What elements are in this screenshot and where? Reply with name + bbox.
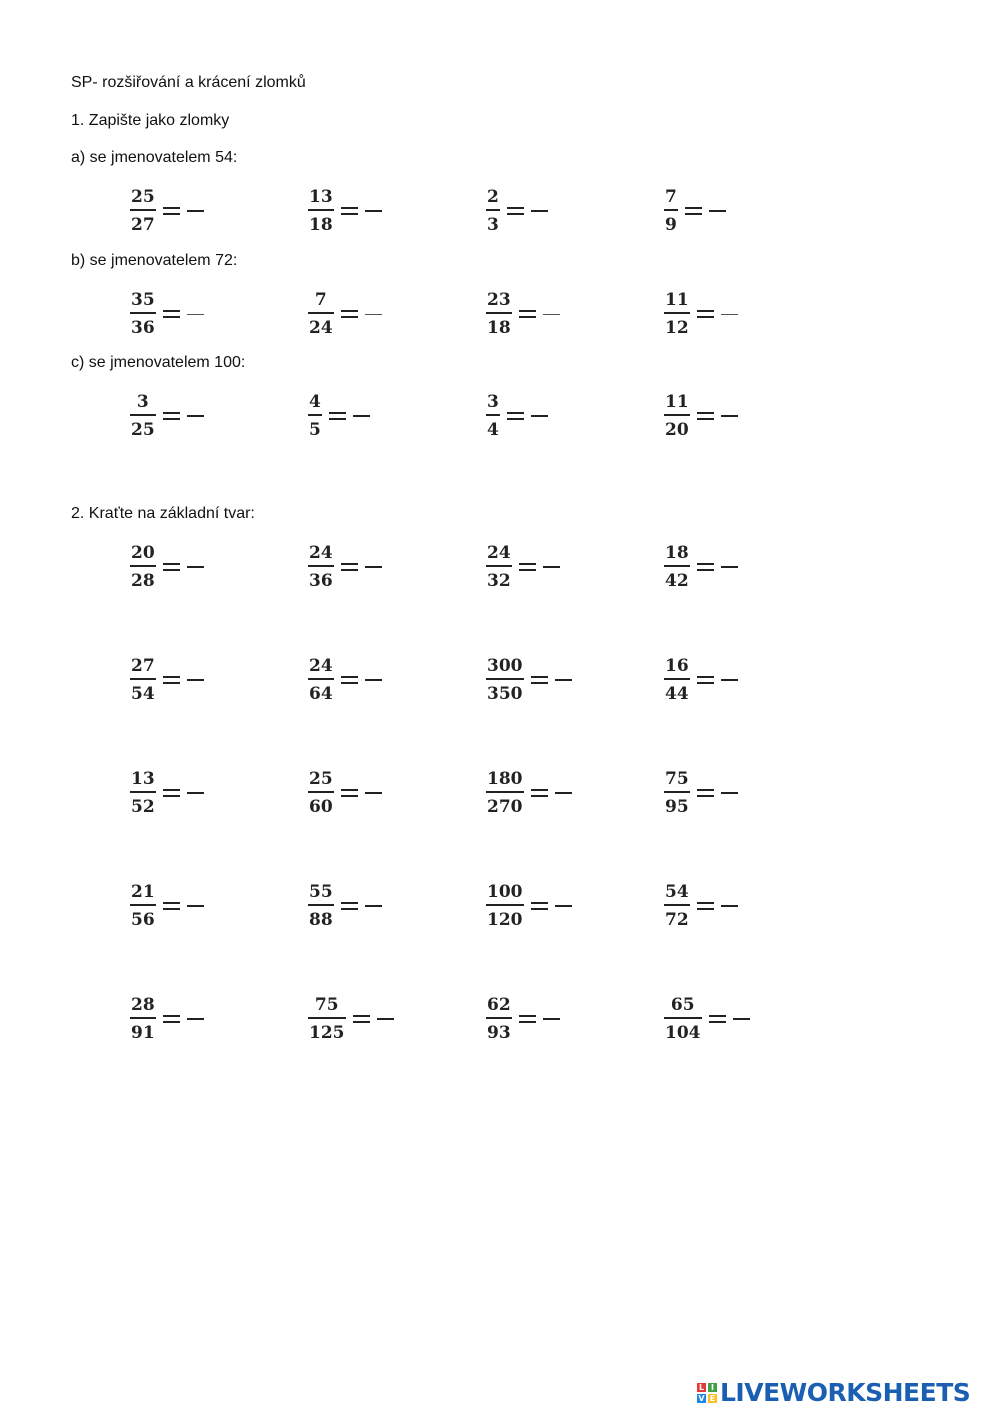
logo-mark-letter: V — [698, 1393, 705, 1403]
numerator: 100 — [487, 882, 523, 902]
numerator: 2 — [487, 187, 499, 207]
answer-blank[interactable] — [187, 1018, 204, 1020]
numerator: 7 — [665, 187, 677, 207]
fraction-exercise — [308, 882, 382, 930]
numerator: 16 — [665, 656, 689, 676]
equals-sign — [163, 206, 180, 216]
equals-sign — [341, 675, 358, 685]
logo-mark-letter: L — [698, 1382, 705, 1392]
numerator: 24 — [309, 543, 333, 563]
fraction — [130, 290, 156, 338]
fraction-exercise — [664, 656, 738, 704]
fraction — [130, 543, 156, 591]
numerator: 4 — [309, 392, 321, 412]
equals-sign — [519, 562, 536, 572]
equals-sign — [697, 788, 714, 798]
answer-blank[interactable] — [721, 415, 738, 417]
answer-blank[interactable] — [721, 566, 738, 568]
fraction-bar — [308, 904, 334, 906]
fraction-exercise — [664, 882, 738, 930]
numerator: 13 — [131, 769, 155, 789]
equals-sign — [531, 788, 548, 798]
fraction-exercise — [130, 543, 204, 591]
task1b-label: b) se jmenovatelem 72: — [71, 252, 238, 269]
fraction-exercise — [308, 290, 382, 338]
equals-sign — [163, 901, 180, 911]
answer-blank[interactable] — [365, 905, 382, 907]
answer-blank[interactable] — [377, 1018, 394, 1020]
fraction-exercise — [486, 995, 560, 1043]
denominator: 52 — [131, 797, 155, 817]
denominator: 54 — [131, 684, 155, 704]
fraction-bar — [308, 414, 322, 416]
answer-blank[interactable] — [187, 905, 204, 907]
numerator: 55 — [309, 882, 333, 902]
logo-mark-letter: I — [708, 1383, 717, 1392]
fraction-exercise — [308, 543, 382, 591]
fraction — [664, 656, 690, 704]
denominator: 28 — [131, 571, 155, 591]
fraction-bar — [486, 791, 524, 793]
fraction-bar — [486, 1017, 512, 1019]
task1c-label: c) se jmenovatelem 100: — [71, 354, 246, 371]
fraction-bar — [308, 791, 334, 793]
task2-heading: 2. Kraťte na základní tvar: — [71, 505, 255, 522]
answer-blank[interactable] — [187, 679, 204, 681]
fraction — [664, 290, 690, 338]
denominator: 93 — [487, 1023, 511, 1043]
answer-blank[interactable] — [187, 314, 204, 315]
equals-sign — [697, 901, 714, 911]
fraction-bar — [130, 904, 156, 906]
fraction — [486, 769, 524, 817]
equals-sign — [163, 1014, 180, 1024]
fraction-bar — [130, 209, 156, 211]
answer-blank[interactable] — [365, 792, 382, 794]
fraction — [130, 769, 156, 817]
fraction-bar — [486, 414, 500, 416]
numerator: 180 — [487, 769, 523, 789]
fraction — [664, 187, 678, 235]
fraction-exercise — [130, 995, 204, 1043]
fraction-bar — [664, 209, 678, 211]
fraction-exercise — [664, 769, 738, 817]
answer-blank[interactable] — [365, 314, 382, 315]
fraction-exercise — [664, 290, 738, 338]
fraction-exercise — [486, 769, 572, 817]
logo-text: LIVEWORKSHEETS — [720, 1378, 971, 1407]
equals-sign — [163, 788, 180, 798]
fraction-bar — [664, 565, 690, 567]
answer-blank[interactable] — [543, 314, 560, 315]
answer-blank[interactable] — [721, 314, 738, 315]
fraction — [486, 882, 524, 930]
numerator: 20 — [131, 543, 155, 563]
fraction-exercise — [486, 187, 548, 235]
fraction — [486, 543, 512, 591]
fraction — [308, 392, 322, 440]
fraction-bar — [486, 565, 512, 567]
answer-blank[interactable] — [543, 566, 560, 568]
denominator: 18 — [309, 215, 333, 235]
fraction-exercise — [664, 543, 738, 591]
fraction-exercise — [664, 187, 726, 235]
equals-sign — [341, 309, 358, 319]
answer-blank[interactable] — [187, 792, 204, 794]
denominator: 36 — [309, 571, 333, 591]
denominator: 350 — [487, 684, 523, 704]
equals-sign — [163, 309, 180, 319]
numerator: 24 — [487, 543, 511, 563]
denominator: 24 — [309, 318, 333, 338]
numerator: 25 — [131, 187, 155, 207]
fraction — [308, 882, 334, 930]
task1a-label: a) se jmenovatelem 54: — [71, 149, 238, 166]
numerator: 25 — [309, 769, 333, 789]
fraction-bar — [308, 209, 334, 211]
fraction-bar — [664, 678, 690, 680]
fraction — [664, 543, 690, 591]
numerator: 24 — [309, 656, 333, 676]
answer-blank[interactable] — [555, 792, 572, 794]
liveworksheets-logo — [697, 1378, 970, 1407]
fraction — [308, 769, 334, 817]
fraction-bar — [486, 312, 512, 314]
denominator: 125 — [309, 1023, 345, 1043]
fraction — [130, 187, 156, 235]
equals-sign — [507, 206, 524, 216]
fraction-bar — [308, 678, 334, 680]
fraction — [308, 290, 334, 338]
fraction-exercise — [308, 995, 394, 1043]
equals-sign — [697, 411, 714, 421]
denominator: 44 — [665, 684, 689, 704]
fraction — [664, 392, 690, 440]
denominator: 5 — [309, 420, 321, 440]
numerator: 11 — [665, 290, 689, 310]
answer-blank[interactable] — [365, 210, 382, 212]
equals-sign — [341, 562, 358, 572]
denominator: 104 — [665, 1023, 701, 1043]
equals-sign — [163, 675, 180, 685]
answer-blank[interactable] — [721, 905, 738, 907]
fraction-exercise — [308, 656, 382, 704]
fraction-exercise — [130, 656, 204, 704]
fraction — [486, 187, 500, 235]
fraction-exercise — [486, 656, 572, 704]
fraction-bar — [130, 565, 156, 567]
fraction — [308, 656, 334, 704]
answer-blank[interactable] — [555, 905, 572, 907]
denominator: 36 — [131, 318, 155, 338]
page-title: SP- rozšiřování a krácení zlomků — [71, 74, 306, 91]
equals-sign — [341, 901, 358, 911]
fraction — [308, 995, 346, 1043]
fraction-bar — [486, 209, 500, 211]
equals-sign — [163, 411, 180, 421]
numerator: 75 — [665, 769, 689, 789]
denominator: 88 — [309, 910, 333, 930]
denominator: 72 — [665, 910, 689, 930]
fraction — [130, 995, 156, 1043]
equals-sign — [519, 309, 536, 319]
logo-mark-letter: E — [709, 1393, 716, 1403]
equals-sign — [709, 1014, 726, 1024]
answer-blank[interactable] — [733, 1018, 750, 1020]
fraction — [664, 769, 690, 817]
answer-blank[interactable] — [721, 792, 738, 794]
equals-sign — [697, 562, 714, 572]
numerator: 3 — [136, 392, 149, 412]
numerator: 13 — [309, 187, 333, 207]
fraction — [308, 543, 334, 591]
fraction-exercise — [486, 882, 572, 930]
equals-sign — [531, 675, 548, 685]
fraction-exercise — [664, 995, 750, 1043]
numerator: 35 — [131, 290, 155, 310]
denominator: 25 — [131, 420, 155, 440]
fraction-exercise — [486, 392, 548, 440]
denominator: 32 — [487, 571, 511, 591]
denominator: 60 — [309, 797, 333, 817]
fraction-bar — [664, 791, 690, 793]
fraction-exercise — [308, 392, 370, 440]
numerator: 18 — [665, 543, 689, 563]
equals-sign — [353, 1014, 370, 1024]
fraction-bar — [308, 312, 334, 314]
fraction-exercise — [130, 882, 204, 930]
equals-sign — [163, 562, 180, 572]
numerator: 65 — [670, 995, 695, 1015]
answer-blank[interactable] — [531, 210, 548, 212]
fraction-bar — [130, 414, 156, 416]
numerator: 300 — [487, 656, 523, 676]
fraction-bar — [308, 565, 334, 567]
fraction-bar — [308, 1017, 346, 1019]
task1-heading: 1. Zapište jako zlomky — [71, 112, 230, 129]
denominator: 27 — [131, 215, 155, 235]
fraction — [130, 656, 156, 704]
equals-sign — [341, 788, 358, 798]
fraction — [308, 187, 334, 235]
answer-blank[interactable] — [187, 415, 204, 417]
numerator: 11 — [665, 392, 689, 412]
numerator: 7 — [314, 290, 327, 310]
answer-blank[interactable] — [555, 679, 572, 681]
fraction-exercise — [130, 290, 204, 338]
equals-sign — [519, 1014, 536, 1024]
denominator: 9 — [665, 215, 677, 235]
numerator: 27 — [131, 656, 155, 676]
denominator: 3 — [487, 215, 499, 235]
fraction-bar — [664, 414, 690, 416]
equals-sign — [697, 675, 714, 685]
fraction-bar — [486, 678, 524, 680]
equals-sign — [507, 411, 524, 421]
fraction-bar — [130, 791, 156, 793]
equals-sign — [697, 309, 714, 319]
denominator: 91 — [131, 1023, 155, 1043]
fraction — [130, 882, 156, 930]
answer-blank[interactable] — [531, 415, 548, 417]
fraction — [130, 392, 156, 440]
denominator: 42 — [665, 571, 689, 591]
numerator: 54 — [665, 882, 689, 902]
denominator: 120 — [487, 910, 523, 930]
denominator: 20 — [665, 420, 689, 440]
answer-blank[interactable] — [365, 566, 382, 568]
fraction — [486, 995, 512, 1043]
fraction — [664, 882, 690, 930]
logo-mark-icon — [697, 1383, 717, 1403]
fraction-bar — [664, 1017, 702, 1019]
answer-blank[interactable] — [353, 415, 370, 417]
fraction-exercise — [664, 392, 738, 440]
equals-sign — [329, 411, 346, 421]
equals-sign — [531, 901, 548, 911]
denominator: 18 — [487, 318, 511, 338]
equals-sign — [341, 206, 358, 216]
equals-sign — [685, 206, 702, 216]
fraction-exercise — [308, 187, 382, 235]
answer-blank[interactable] — [543, 1018, 560, 1020]
fraction-bar — [664, 904, 690, 906]
fraction — [486, 290, 512, 338]
fraction-bar — [130, 1017, 156, 1019]
numerator: 75 — [314, 995, 339, 1015]
numerator: 28 — [131, 995, 155, 1015]
answer-blank[interactable] — [365, 679, 382, 681]
fraction-exercise — [308, 769, 382, 817]
denominator: 12 — [665, 318, 689, 338]
numerator: 23 — [487, 290, 511, 310]
fraction-bar — [130, 312, 156, 314]
denominator: 95 — [665, 797, 689, 817]
fraction — [486, 656, 524, 704]
fraction-exercise — [486, 290, 560, 338]
fraction-exercise — [130, 392, 204, 440]
fraction-exercise — [130, 187, 204, 235]
answer-blank[interactable] — [187, 210, 204, 212]
fraction-exercise — [486, 543, 560, 591]
fraction — [664, 995, 702, 1043]
denominator: 4 — [487, 420, 499, 440]
denominator: 56 — [131, 910, 155, 930]
denominator: 270 — [487, 797, 523, 817]
fraction — [486, 392, 500, 440]
numerator: 3 — [487, 392, 499, 412]
fraction-exercise — [130, 769, 204, 817]
numerator: 62 — [487, 995, 511, 1015]
denominator: 64 — [309, 684, 333, 704]
fraction-bar — [664, 312, 690, 314]
answer-blank[interactable] — [721, 679, 738, 681]
fraction-bar — [486, 904, 524, 906]
answer-blank[interactable] — [709, 210, 726, 212]
answer-blank[interactable] — [187, 566, 204, 568]
numerator: 21 — [131, 882, 155, 902]
fraction-bar — [130, 678, 156, 680]
